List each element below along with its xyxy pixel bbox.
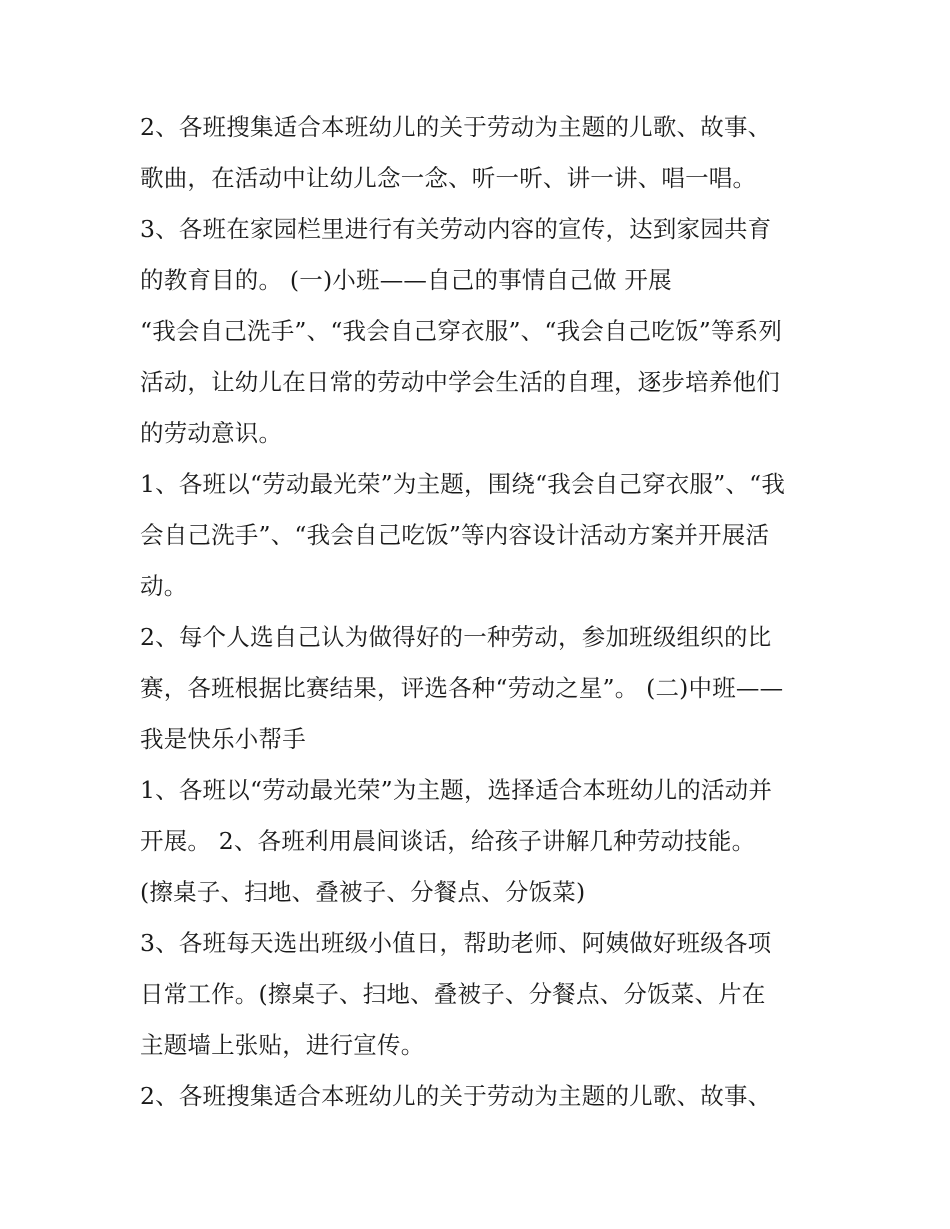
text-line-11: 2、每个人选自己认为做得好的一种劳动，参加班级组织的比 <box>140 623 772 651</box>
text-line-3: 3、各班在家园栏里进行有关劳动内容的宣传，达到家园共育 <box>140 215 772 243</box>
text-line-10: 动。 <box>140 572 188 600</box>
text-line-19: 主题墙上张贴，进行宣传。 <box>140 1031 425 1059</box>
text-line-9: 会自己洗手”、“我会自己吃饭”等内容设计活动方案并开展活 <box>140 521 770 549</box>
text-line-2: 歌曲，在活动中让幼儿念一念、听一听、讲一讲、唱一唱。 <box>140 164 757 192</box>
text-line-8: 1、各班以“劳动最光荣”为主题，围绕“我会自己穿衣服”、“我 <box>140 470 786 498</box>
text-line-16: (擦桌子、扫地、叠被子、分餐点、分饭菜) <box>140 878 586 906</box>
text-line-13: 我是快乐小帮手 <box>140 725 306 753</box>
text-line-14: 1、各班以“劳动最光荣”为主题，选择适合本班幼儿的活动并 <box>140 776 773 804</box>
text-line-18: 日常工作。(擦桌子、扫地、叠被子、分餐点、分饭菜、片在 <box>140 980 766 1008</box>
text-line-17: 3、各班每天选出班级小值日，帮助老师、阿姨做好班级各项 <box>140 929 772 957</box>
text-line-15: 开展。 2、各班利用晨间谈话，给孩子讲解几种劳动技能。 <box>140 827 756 855</box>
text-line-4: 的教育目的。 (一)小班——自己的事情自己做 开展 <box>140 266 672 294</box>
text-line-6: 活动，让幼儿在日常的劳动中学会生活的自理，逐步培养他们 <box>140 368 780 396</box>
text-line-7: 的劳动意识。 <box>140 419 283 447</box>
text-line-12: 赛，各班根据比赛结果，评选各种“劳动之星”。 (二)中班—— <box>140 674 784 702</box>
text-line-1: 2、各班搜集适合本班幼儿的关于劳动为主题的儿歌、故事、 <box>140 113 772 141</box>
text-line-5: “我会自己洗手”、“我会自己穿衣服”、“我会自己吃饭”等系列 <box>140 317 783 345</box>
text-line-20: 2、各班搜集适合本班幼儿的关于劳动为主题的儿歌、故事、 <box>140 1082 772 1110</box>
document-body <box>140 102 840 1122</box>
